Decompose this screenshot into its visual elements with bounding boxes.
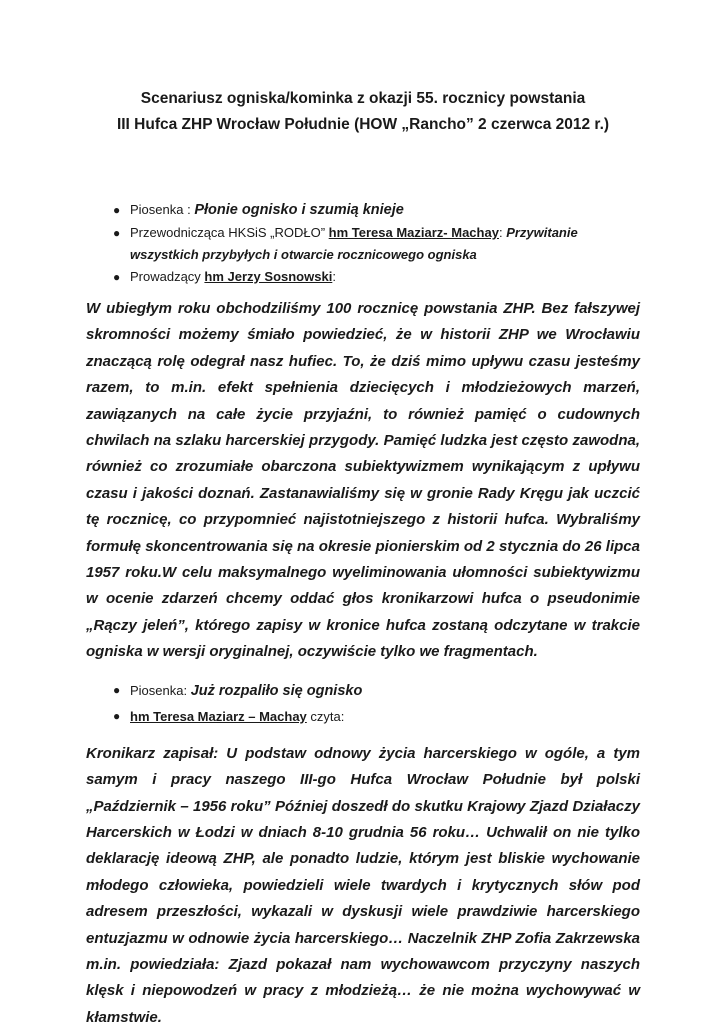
list-item xyxy=(86,222,640,266)
item-label: czyta: xyxy=(306,708,345,724)
bullet-icon: ● xyxy=(113,226,121,240)
item-label: Przewodnicząca HKSiS „RODŁO” xyxy=(130,225,329,240)
bullet-icon: ● xyxy=(113,270,121,284)
bullet-icon: ● xyxy=(113,708,121,723)
separator: : xyxy=(332,269,336,284)
item-label: Prowadzący xyxy=(130,269,205,284)
person-name: hm Teresa Maziarz – Machay xyxy=(130,708,307,724)
list-item xyxy=(86,198,640,222)
paragraph-intro: W ubiegłym roku obchodziliśmy 100 rocznicę powstania ZHP. Bez fałszywej skromności możemy śmiało powiedzieć, że w historii ZHP we Wrocławiu znaczącą rolę odegrał nasz hufiec. To, że dziś mimo upływu czasu jesteśmy razem, to m.in. efekt spełnienia dziecięcych i młodzieżowych marzeń, zawiązanych na całe życie przyjaźni, to również pamięć o cudownych chwilach na szlaku harcerskiej przygody. Pamięć ludzka jest często zawodna, również co zrozumiałe obarczona subiektywizmem wynikającym z upływu czasu i jakości doznań. Zastanawialiśmy się w gronie Rady Kręgu jak uczcić tę rocznicę, co przypomnieć najistotniejszego z historii hufca. Wybraliśmy formułę skoncentrowania się na okresie pionierskim od 2 stycznia do 26 lipca 1957 roku.W celu maksymalnego wyeliminowania ułomności subiektywizmu w ocenie zdarzeń chcemy oddać głos kronikarzowi hufca o pseudonimie „Rączy jeleń”, którego zapisy w kronice hufca zostaną odczytane w trakcie ogniska w wersji oryginalnej, oczywiście tylko we fragmentach. xyxy=(86,300,640,661)
bullet-icon: ● xyxy=(113,203,121,217)
document-title xyxy=(86,86,640,138)
person-name: hm Teresa Maziarz- Machay xyxy=(328,225,499,240)
item-label: Piosenka: xyxy=(130,682,191,698)
program-list-1 xyxy=(86,198,640,288)
person-name: hm Jerzy Sosnowski xyxy=(204,269,333,284)
list-item xyxy=(86,678,640,704)
item-note: Przywitanie wszystkich przybyłych i otwarcie rocznicowego ogniska xyxy=(130,225,578,262)
program-list-2 xyxy=(86,678,640,729)
list-item xyxy=(86,704,640,729)
paragraph-chronicle: Kronikarz zapisał: U podstaw odnowy życia harcerskiego w ogóle, a tym samym i pracy naszego III-go Hufca Wrocław Południe był polski „Październik – 1956 roku” Później doszedł do skutku Krajowy Zjazd Działaczy Harcerskich w Łodzi w dniach 8-10 grudnia 56 roku… Uchwalił on nie tylko deklarację ideową ZHP, ale ponadto ludzie, którym jest bliskie wychowanie młodego człowieka, powiedzieli wiele twardych i krytycznych słów pod adresem przeszłości, wykazali w dyskusji wiele prawdziwie harcerskiego entuzjazmu w odnowie życia harcerskiego… Naczelnik ZHP Zofia Zakrzewska m.in. powiedziała: Zjazd pokazał nam wychowawcom przyczyny naszych klęsk i niepowodzeń w pracy z młodzieżą… że nie można wychowywać w kłamstwie. xyxy=(86,744,640,1026)
title-line-2: III Hufca ZHP Wrocław Południe (HOW „Rancho” 2 czerwca 2012 r.) xyxy=(116,116,610,133)
item-label: Piosenka : xyxy=(130,202,195,217)
list-item xyxy=(86,266,640,288)
separator: : xyxy=(498,225,507,240)
bullet-icon: ● xyxy=(113,682,121,697)
title-line-1: Scenariusz ogniska/kominka z okazji 55. rocznicy powstania xyxy=(140,90,586,107)
song-title: Płonie ognisko i szumią knieje xyxy=(194,202,404,218)
song-title: Już rozpaliło się ognisko xyxy=(190,682,363,699)
